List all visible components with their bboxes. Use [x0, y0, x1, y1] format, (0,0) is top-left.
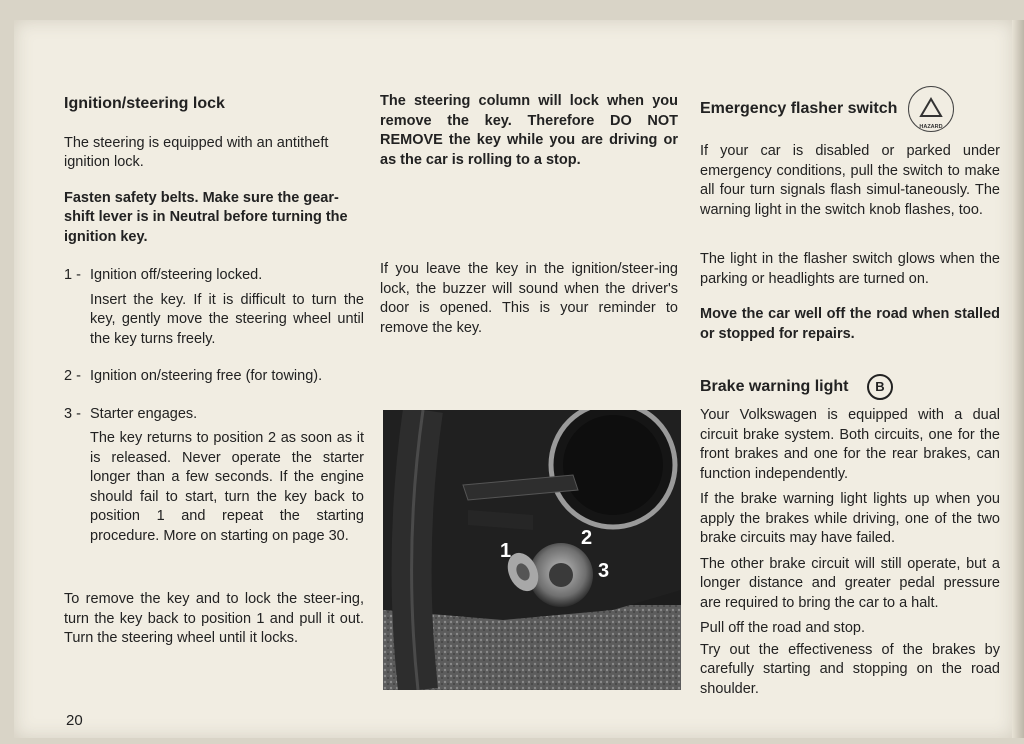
buzzer-text: If you leave the key in the ignition/steer-ing lock, the buzzer will sound when the driver's door is opened. This is your reminder to remove the key.	[380, 261, 678, 336]
flasher-heading-text: Emergency flasher switch	[700, 100, 898, 118]
flasher-warning: Move the car well off the road when stalled or stopped for repairs.	[700, 306, 1000, 342]
brake-paragraph-4: Pull off the road and stop.	[700, 620, 865, 636]
position-1-detail: Insert the key. If it is difficult to turn the key, gently move the steering wheel until the key turns freely.	[90, 291, 364, 347]
brake-warning-icon: B	[867, 374, 893, 400]
page-number: 20	[66, 712, 83, 729]
position-3-detail: The key returns to position 2 as soon as it is released. Never operate the starter longer than a few seconds. If the engine should fail to start, turn the key back to position 1 and repeat the starting procedure. More on starting on page 30.	[90, 430, 364, 544]
ignition-photo-illustration	[383, 410, 681, 690]
ignition-intro: The steering is equipped with an antitheft ignition lock.	[64, 134, 329, 170]
photo-label-2: 2	[581, 527, 593, 549]
photo-label-1: 1	[500, 540, 512, 562]
safety-warning: Fasten safety belts. Make sure the gear-shift lever is in Neutral before turning the ignition key.	[64, 189, 348, 245]
position-1-number: 1 -	[64, 267, 81, 283]
position-3-text: Starter engages.	[90, 405, 198, 422]
position-3-number: 3 -	[64, 405, 81, 422]
photo-label-3: 3	[598, 560, 610, 582]
column-steering-lock	[380, 92, 678, 338]
page-edge	[1012, 20, 1024, 738]
column-ignition	[64, 94, 364, 649]
flasher-paragraph-2: The light in the flasher switch glows when the parking or headlights are turned on.	[700, 251, 1000, 287]
flasher-heading	[700, 86, 1000, 132]
brake-paragraph-5: Try out the effectiveness of the brakes by carefully starting and stopping on the road shoulder.	[700, 641, 1000, 697]
ignition-lock-photo	[383, 410, 681, 690]
brake-heading	[700, 374, 1000, 400]
steering-lock-warning: The steering column will lock when you remove the key. Therefore DO NOT REMOVE the key while you are driving or as the car is rolling to a stop.	[380, 93, 678, 168]
position-1-text: Ignition off/steering locked.	[90, 267, 263, 283]
hazard-triangle-icon	[909, 87, 953, 131]
position-2-item	[64, 367, 364, 387]
brake-paragraph-3: The other brake circuit will still operate, but a longer distance and greater pedal pressure are required to bring the car to a halt.	[700, 555, 1000, 611]
position-2-text: Ignition on/steering free (for towing).	[90, 368, 323, 384]
key-removal-text: To remove the key and to lock the steer-ing, turn the key back to position 1 and pull it out. Turn the steering wheel until it locks.	[64, 591, 364, 646]
position-3-item	[64, 405, 364, 425]
flasher-paragraph-1: If your car is disabled or parked under emergency conditions, pull the switch to make all four turn signals flash simul-taneously. The warning light in the switch knob flashes, too.	[700, 143, 1000, 218]
brake-paragraph-1: Your Volkswagen is equipped with a dual circuit brake system. Both circuits, one for the front brakes and one for the rear brakes, can function independently.	[700, 407, 1000, 482]
hazard-icon	[908, 86, 954, 132]
column-flasher-brake	[700, 86, 1000, 699]
position-1-item	[64, 266, 364, 286]
brake-paragraph-2: If the brake warning light lights up when you apply the brakes while driving, one of the two brake circuits may have failed.	[700, 491, 1000, 546]
position-2-number: 2 -	[64, 368, 81, 384]
brake-heading-text: Brake warning light	[700, 378, 849, 396]
hazard-symbol-text: HAZARD	[919, 124, 943, 130]
ignition-heading: Ignition/steering lock	[64, 95, 225, 112]
